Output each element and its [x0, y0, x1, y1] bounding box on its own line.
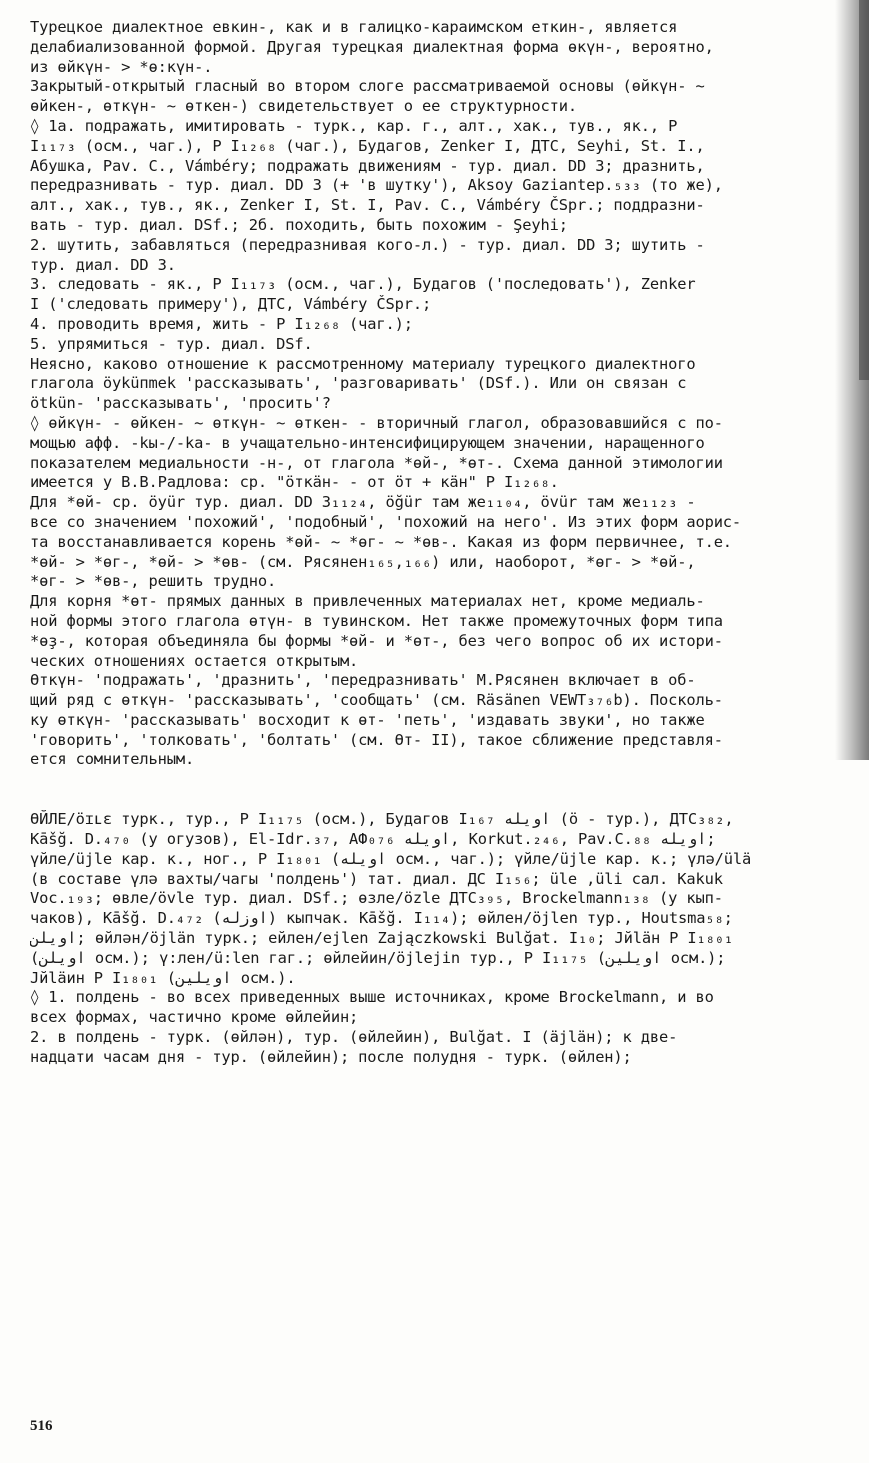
text-line: Для *өй- ср. öyür тур. диал. DD 3₁₁₂₄, öğür там же₁₁₀₄, övür там же₁₁₂₃ - — [30, 493, 696, 512]
text-line: показателем медиальности -н-, от глагола *өй-, *өт-. Схема данной этимологии — [30, 453, 723, 472]
text-line: Jйläин Р I₁₈₀₁ (اويلين осм.). — [30, 968, 296, 987]
text-line: та восстанавливается корень *өй- ~ *өг- ~ *өв-. Какая из форм первичнее, т.е. — [30, 532, 732, 551]
text-line: *өй- > *өг-, *өй- > *өв- (см. Рясянен₁₆₅,₁₆₆) или, наоборот, *өг- > *өй-, — [30, 552, 696, 571]
text-line: ческих отношениях остается открытым. — [30, 651, 359, 670]
section-gap — [30, 770, 838, 810]
text-line: чаков), Kāšğ. D.₄₇₂ (اوزله) кыпчак. Kāšğ. I₁₁₄); өйлен/öjlen тур., Houtsma₅₈; — [30, 909, 733, 928]
text-line: ется сомнительным. — [30, 750, 195, 769]
paragraph-block-entry-oyle — [30, 810, 838, 1067]
page-body — [30, 18, 838, 1068]
text-line: Voc.₁₉₃; өвле/övle тур. диал. DSf.; өзле/özle ДТС₃₉₅, Brockelmann₁₃₈ (у кып- — [30, 889, 723, 908]
text-line: 'говорить', 'толковать', 'болтать' (см. Өт- II), такое сближение представля- — [30, 730, 723, 749]
text-line: тур. диал. DD 3. — [30, 255, 176, 274]
text-line: ◊ 1. полдень - во всех приведенных выше источниках, кроме Brockelmann, и во — [30, 988, 714, 1007]
text-line: үйле/üjle кар. к., ног., Р I₁₈₀₁ (اويله осм., чаг.); үйле/üjle кар. к.; үлә/ülä — [30, 849, 752, 868]
text-line: из өйкүн- > *ө:күн-. — [30, 57, 213, 76]
text-line: имеется у В.В.Радлова: ср. "öткäн- - от öт + кäн" Р I₁₂₆₈. — [30, 473, 559, 492]
text-line: 2. шутить, забавляться (передразнивая кого-л.) - тур. диал. DD 3; шутить - — [30, 235, 705, 254]
text-line: передразнивать - тур. диал. DD 3 (+ 'в шутку'), Aksoy Gaziantep.₅₃₃ (то же), — [30, 176, 723, 195]
page-number: 516 — [30, 1418, 53, 1434]
text-line: Закрытый-открытый гласный во втором слоге рассматриваемой основы (өйкүн- ~ — [30, 77, 705, 96]
paragraph-block-etymology — [30, 18, 838, 770]
text-line: өйкен-, өткүн- ~ өткен-) свидетельствует о ее структурности. — [30, 97, 577, 116]
text-line: щий ряд с өткүн- 'рассказывать', 'сообщать' (см. Räsänen VEWT₃₇₆b). Посколь- — [30, 691, 723, 710]
text-line: I ('следовать примеру'), ДТС, Vámbéry ČSpr.; — [30, 295, 432, 314]
text-line: (в составе үлә вахты/чагы 'полдень') тат. диал. ДС I₁₅₆; ülе ,ülі сал. Kakuk — [30, 869, 723, 888]
text-line: всех формах, частично кроме өйлейин; — [30, 1008, 359, 1027]
text-line: мощью афф. -kы-/-ka- в учащательно-интенсифицирующем значении, наращенного — [30, 433, 705, 452]
text-line: (اويلن осм.); ү:лен/ü:len гаг.; өйлейин/öjlejin тур., Р I₁₁₇₅ (اويلين осм.); — [30, 948, 726, 967]
text-line: *өг- > *өв-, решить трудно. — [30, 572, 277, 591]
text-line: ной формы этого глагола өтүн- в тувинском. Нет также промежуточных форм типа — [30, 611, 723, 630]
text-line: ötkün- 'рассказывать', 'просить'? — [30, 394, 331, 413]
text-line: 2. в полдень - турк. (өйлән), тур. (өйлейин), Bulğat. I (äjläн); к две- — [30, 1028, 678, 1047]
text-line: 4. проводить время, жить - Р I₁₂₆₈ (чаг.); — [30, 314, 413, 333]
text-line: *өҙ-, которая объединяла бы формы *өй- и *өт-, без чего вопрос об их истори- — [30, 631, 723, 650]
page-edge-binding — [859, 0, 869, 380]
text-line: 5. упрямиться - тур. диал. DSf. — [30, 334, 313, 353]
text-line: все со значением 'похожий', 'подобный', 'похожий на него'. Из этих форм аорис- — [30, 512, 742, 531]
text-line: ку өткүн- 'рассказывать' восходит к өт- 'петь', 'издавать звуки', но также — [30, 710, 705, 729]
text-line: надцати часам дня - тур. (өйлейин); после полудня - турк. (өйлен); — [30, 1047, 632, 1066]
text-line: Неясно, каково отношение к рассмотренному материалу турецкого диалектного — [30, 354, 696, 373]
text-line: глагола öyküпmek 'рассказывать', 'разговаривать' (DSf.). Или он связан с — [30, 374, 687, 393]
text-line: I₁₁₇₃ (осм., чаг.), Р I₁₂₆₈ (чаг.), Будагов, Zenker I, ДТС, Seyhi, St. I., — [30, 136, 705, 155]
text-line: ӨЙЛЕ/öɪʟɛ турк., тур., Р I₁₁₇₅ (осм.), Будагов I₁₆₇ اويله (ö - тур.), ДТС₃₈₂, — [30, 810, 734, 829]
text-line: Абушка, Pav. C., Vámbéry; подражать движениям - тур. диал. DD 3; дразнить, — [30, 156, 705, 175]
text-line: вать - тур. диал. DSf.; 2б. походить, быть похожим - Şeyhi; — [30, 215, 568, 234]
text-line: اويلن; өйлән/öjlän турк.; ейлен/ejlen Zajączkowski Bulğat. I₁₀; Jйläн Р I₁₈₀₁ — [30, 929, 733, 948]
text-line: 3. следовать - як., Р I₁₁₇₃ (осм., чаг.), Будагов ('последовать'), Zenker — [30, 275, 696, 294]
text-line: Kāšğ. D.₄₇₀ (у огузов), El-Idr.₃₇, АФ₀₇₆ اويله, Korkut.₂₄₆, Pav.C.₈₈ اويله; — [30, 830, 716, 849]
text-line: ◊ 1а. подражать, имитировать - турк., кар. г., алт., хак., тув., як., Р — [30, 116, 678, 135]
text-line: делабиализованной формой. Другая турецкая диалектная форма өкүн-, вероятно, — [30, 37, 714, 56]
text-line: Для корня *өт- прямых данных в привлеченных материалах нет, кроме медиаль- — [30, 592, 705, 611]
text-line: Турецкое диалектное евкин-, как и в галицко-караимском еткин-, является — [30, 18, 678, 36]
text-line: алт., хак., тув., як., Zenker I, St. I, Pav. C., Vámbéry ČSpr.; поддразни- — [30, 196, 705, 215]
text-line: Өткүн- 'подражать', 'дразнить', 'передразнивать' М.Рясянен включает в об- — [30, 671, 696, 690]
text-line: ◊ өйкүн- - өйкен- ~ өткүн- ~ өткен- - вторичный глагол, образовавшийся с по- — [30, 413, 723, 432]
